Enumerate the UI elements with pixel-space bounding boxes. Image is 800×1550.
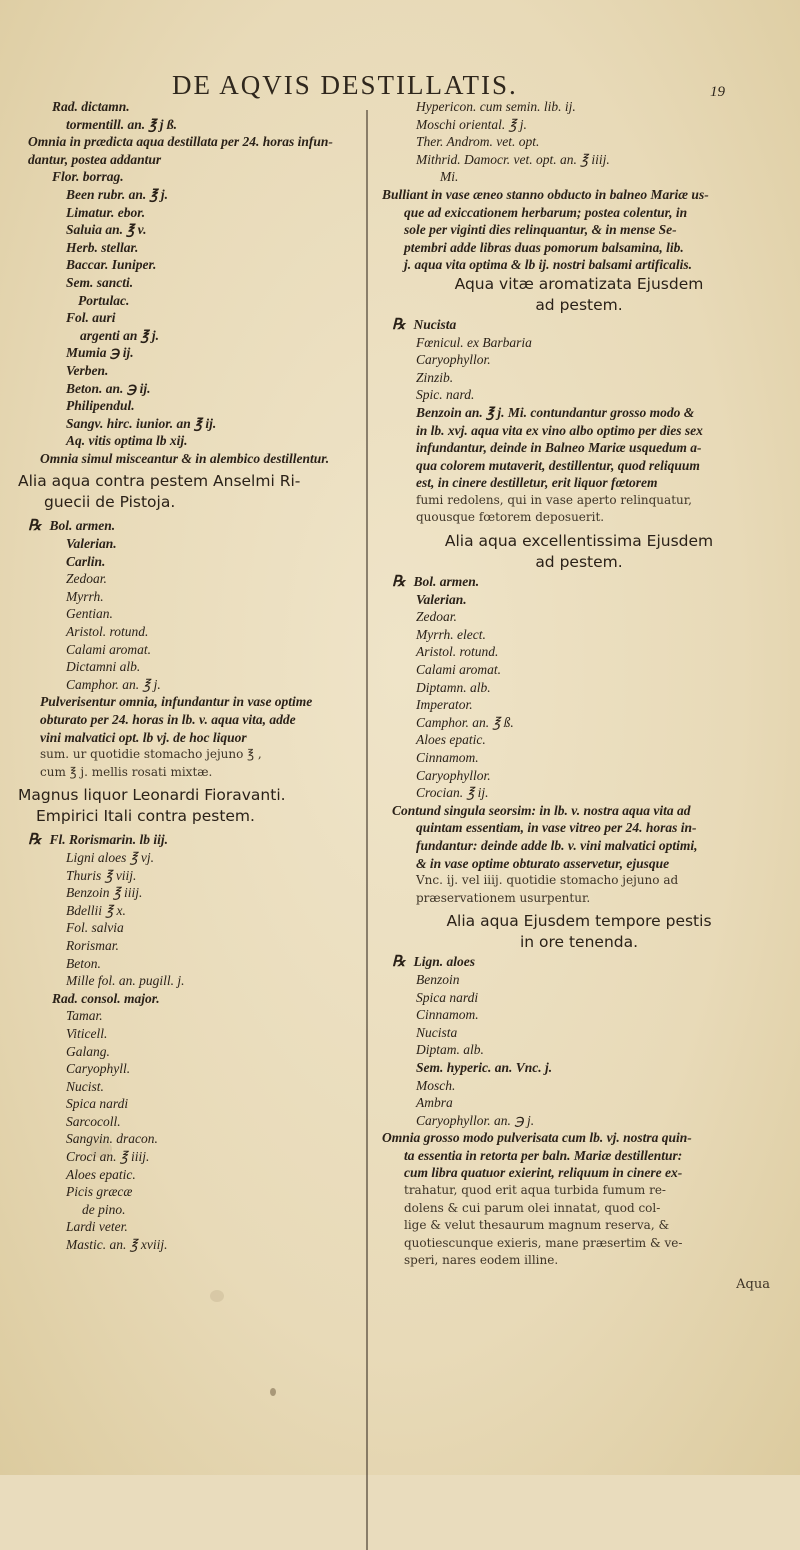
recipe-line: Nucist. xyxy=(66,1078,104,1094)
recipe-line: de pino. xyxy=(82,1201,126,1217)
recipe-line: Nucista xyxy=(416,1024,458,1040)
recipe-line: Sem. hyperic. an. Vnc. j. xyxy=(416,1059,553,1075)
recipe-line: Mosch. xyxy=(416,1077,456,1093)
recipe-symbol-icon: ℞ xyxy=(28,831,42,849)
recipe-line: Bdellii ℥ x. xyxy=(66,902,126,918)
instruction-line: fumi redolens, qui in vase aperto relinquatur, xyxy=(416,492,692,507)
recipe-line: Benzoin xyxy=(416,971,460,987)
recipe-line: Rad. dictamn. xyxy=(52,99,130,114)
instruction-line: que ad exiccationem herbarum; postea colentur, in xyxy=(404,204,688,220)
instruction-line: præservationem usurpentur. xyxy=(416,890,591,905)
recipe-line: Camphor. an. ℥ ß. xyxy=(416,714,514,730)
recipe-line: Aloes epatic. xyxy=(416,732,486,748)
recipe-line: Carlin. xyxy=(66,553,106,569)
recipe-heading: Alia aqua excellentissima Ejusdem xyxy=(444,532,714,551)
recipe-heading: Empirici Itali contra pestem. xyxy=(36,807,255,826)
recipe-line: Gentian. xyxy=(66,606,113,622)
instruction-line: in lb. xvj. aqua vita ex vino albo optimo per dies sex xyxy=(416,422,703,438)
instruction-line: quotiescunque exieris, mane præsertim & ve- xyxy=(404,1235,683,1250)
recipe-line: Crocian. ℥ ij. xyxy=(416,785,489,801)
recipe-line: Ligni aloes ℥ vj. xyxy=(66,849,155,865)
recipe-line: Spica nardi xyxy=(416,989,479,1005)
recipe-line: Valerian. xyxy=(66,536,117,552)
instruction-line: infundantur, deinde in Balneo Mariæ usquedum a- xyxy=(416,440,702,456)
instruction-line: Omnia grosso modo pulverisata cum lb. vj. nostra quin- xyxy=(382,1130,692,1146)
recipe-line: Fl. Rorismarin. lb iij. xyxy=(49,832,168,848)
recipe-line: Fœnicul. ex Barbaria xyxy=(416,334,532,350)
recipe-line: Nucista xyxy=(413,316,457,332)
recipe-line: Portulac. xyxy=(78,292,130,308)
recipe-line: Zedoar. xyxy=(416,609,457,625)
recipe-heading: ad pestem. xyxy=(535,295,623,314)
recipe-line: Sem. sancti. xyxy=(66,274,134,290)
instruction-line: qua colorem mutaverit, destillentur, quod reliquum xyxy=(416,457,700,473)
recipe-line: Calami aromat. xyxy=(66,641,152,657)
recipe-line: Herb. stellar. xyxy=(66,239,139,255)
recipe-line: Aristol. rotund. xyxy=(416,644,499,660)
instruction-line: Benzoin an. ℥ j. Mi. contundantur grosso modo & xyxy=(416,404,695,420)
instruction-line: & in vase optime obturato asservetur, ejusque xyxy=(416,855,670,871)
recipe-line: Cinnamom. xyxy=(416,750,479,765)
instruction-line: dantur, postea addantur xyxy=(28,151,162,167)
recipe-heading: Alia aqua Ejusdem tempore pestis xyxy=(446,912,712,931)
recipe-line: Benzoin ℥ iiij. xyxy=(66,885,143,901)
instruction-line: Vnc. ij. vel iiij. quotidie stomacho jejuno ad xyxy=(416,873,679,888)
recipe-line: Mithrid. Damocr. vet. opt. an. ℥ iiij. xyxy=(416,151,610,167)
instruction-line: vini malvatici opt. lb vj. de hoc liquor xyxy=(40,729,247,745)
recipe-line: Sangvin. dracon. xyxy=(66,1131,158,1147)
left-column xyxy=(18,98,352,1254)
recipe-line: Myrrh. elect. xyxy=(416,626,486,642)
recipe-line: Dictamni alb. xyxy=(66,659,141,675)
recipe-line: Viticell. xyxy=(66,1025,108,1041)
instruction-line: dolens & cui parum olei innatat, quod col- xyxy=(404,1200,661,1215)
recipe-line: Imperator. xyxy=(416,697,473,713)
column-divider xyxy=(366,110,368,1550)
recipe-line: Myrrh. xyxy=(66,588,104,604)
ink-spot xyxy=(270,1388,276,1396)
catchword: Aqua xyxy=(736,1277,770,1293)
instruction-line: lige & velut thesaurum magnum reserva, & xyxy=(404,1218,670,1233)
recipe-line: Saluia an. ℥ v. xyxy=(66,222,147,238)
recipe-line: Zinzib. xyxy=(416,369,454,385)
instruction-line: Bulliant in vase æneo stanno obducto in balneo Mariæ us- xyxy=(382,186,709,202)
stain xyxy=(210,1290,224,1302)
instruction-line: Pulverisentur omnia, infundantur in vase optime xyxy=(40,694,313,710)
recipe-line: Aloes epatic. xyxy=(66,1166,136,1182)
recipe-heading: Alia aqua contra pestem Anselmi Ri- xyxy=(18,472,301,491)
recipe-line: Mumia ℈ ij. xyxy=(66,345,134,361)
instruction-line: fundantur: deinde adde lb. v. vini malvatici optimi, xyxy=(416,837,698,853)
instruction-line: j. aqua vita optima & lb ij. nostri balsami artificalis. xyxy=(404,257,693,273)
instruction-line: ptembri adde libras duas pomorum balsamina, lib. xyxy=(404,239,684,255)
recipe-line: Lign. aloes xyxy=(413,954,475,970)
recipe-heading: guecii de Pistoja. xyxy=(44,493,176,512)
recipe-symbol-icon: ℞ xyxy=(392,953,406,971)
recipe-symbol-icon: ℞ xyxy=(392,573,406,591)
recipe-line: Camphor. an. ℥ j. xyxy=(66,676,161,692)
recipe-line: Ambra xyxy=(416,1095,453,1111)
instruction-line: cum ℥ j. mellis rosati mixtæ. xyxy=(40,764,213,779)
recipe-line: Caryophyllor. an. ℈ j. xyxy=(416,1112,535,1128)
recipe-line: Spic. nard. xyxy=(416,387,475,403)
recipe-symbol-icon: ℞ xyxy=(392,315,406,333)
recipe-line: Baccar. Iuniper. xyxy=(66,257,157,273)
recipe-line: Aq. vitis optima lb xij. xyxy=(66,433,188,449)
recipe-line: argenti an ℥ j. xyxy=(80,327,160,343)
recipe-line: Verben. xyxy=(66,362,109,378)
page-number: 19 xyxy=(710,84,725,100)
recipe-line: Mastic. an. ℥ xviij. xyxy=(66,1237,168,1253)
instruction-line: sum. ur quotidie stomacho jejuno ℥ , xyxy=(40,747,262,762)
right-column xyxy=(382,98,776,1294)
instruction-line: quintam essentiam, in vase vitreo per 24. horas in- xyxy=(416,820,697,836)
recipe-line: Croci an. ℥ iiij. xyxy=(66,1149,150,1165)
recipe-line: Picis græcæ xyxy=(66,1184,133,1200)
recipe-line: Zedoar. xyxy=(66,571,107,587)
recipe-line: Caryophyll. xyxy=(66,1061,131,1077)
instruction-line: Omnia simul misceantur & in alembico destillentur. xyxy=(40,450,330,466)
recipe-line: Bol. armen. xyxy=(413,574,480,590)
recipe-line: Valerian. xyxy=(416,591,467,607)
recipe-heading: in ore tenenda. xyxy=(519,933,639,952)
recipe-line: Tamar. xyxy=(66,1008,103,1024)
instruction-line: cum libra quatuor exierint, reliquum in cinere ex- xyxy=(404,1165,683,1181)
recipe-line: Fol. auri xyxy=(66,310,116,326)
recipe-line: Galang. xyxy=(66,1043,110,1059)
recipe-line: Aristol. rotund. xyxy=(66,624,149,640)
recipe-line: Moschi oriental. ℥ j. xyxy=(416,116,527,132)
recipe-line: Caryophyllor. xyxy=(416,767,491,783)
recipe-heading: Magnus liquor Leonardi Fioravanti. xyxy=(18,786,286,805)
recipe-line: Been rubr. an. ℥ j. xyxy=(66,186,168,202)
instruction-line: sole per viginti dies relinquantur, & in mense Se- xyxy=(404,222,677,238)
recipe-line: Thuris ℥ viij. xyxy=(66,867,137,883)
instruction-line: Contund singula seorsim: in lb. v. nostra aqua vita ad xyxy=(392,802,691,818)
recipe-line: Flor. borrag. xyxy=(52,169,124,185)
recipe-line: Ther. Androm. vet. opt. xyxy=(416,134,540,150)
recipe-symbol-icon: ℞ xyxy=(28,517,42,535)
recipe-line: Cinnamom. xyxy=(416,1007,479,1023)
recipe-line: Lardi veter. xyxy=(66,1219,128,1235)
instruction-line: obturato per 24. horas in lb. v. aqua vita, adde xyxy=(40,712,296,727)
recipe-line: Rorismar. xyxy=(66,937,119,953)
running-title: DE AQVIS DESTILLATIS. xyxy=(172,70,518,100)
recipe-line: Mille fol. an. pugill. j. xyxy=(66,973,185,989)
recipe-line: Diptamn. alb. xyxy=(416,679,491,695)
recipe-line: Fol. salvia xyxy=(66,920,124,936)
recipe-line: Spica nardi xyxy=(66,1096,129,1112)
recipe-line: Calami aromat. xyxy=(416,662,502,678)
recipe-line: Diptam. alb. xyxy=(416,1042,484,1058)
recipe-line: Limatur. ebor. xyxy=(66,204,146,220)
instruction-line: Omnia in prædicta aqua destillata per 24. horas infun- xyxy=(28,134,333,150)
recipe-line: Rad. consol. major. xyxy=(52,990,160,1006)
recipe-line: Beton. xyxy=(66,955,101,971)
instruction-line: speri, nares eodem illine. xyxy=(404,1253,559,1268)
recipe-line: Caryophyllor. xyxy=(416,352,491,368)
instruction-line: trahatur, quod erit aqua turbida fumum re- xyxy=(404,1183,666,1198)
instruction-line: est, in cinere destilletur, erit liquor fœtorem xyxy=(416,475,658,491)
recipe-line: Philipendul. xyxy=(66,398,135,414)
recipe-line: Hypericon. cum semin. lib. ij. xyxy=(416,99,576,114)
recipe-line: Beton. an. ℈ ij. xyxy=(66,380,151,396)
recipe-heading: ad pestem. xyxy=(535,553,623,572)
recipe-line: tormentill. an. ℥ j ß. xyxy=(66,116,177,132)
instruction-line: ta essentia in retorta per baln. Mariæ destillentur: xyxy=(404,1147,683,1163)
recipe-line: Sangv. hirc. iunior. an ℥ ij. xyxy=(66,415,217,431)
recipe-line: Mi. xyxy=(440,169,459,185)
recipe-line: Sarcocoll. xyxy=(66,1113,121,1129)
recipe-heading: Aqua vitæ aromatizata Ejusdem xyxy=(454,274,704,293)
instruction-line: quousque fœtorem deposuerit. xyxy=(416,510,605,525)
recipe-line: Bol. armen. xyxy=(49,518,116,534)
